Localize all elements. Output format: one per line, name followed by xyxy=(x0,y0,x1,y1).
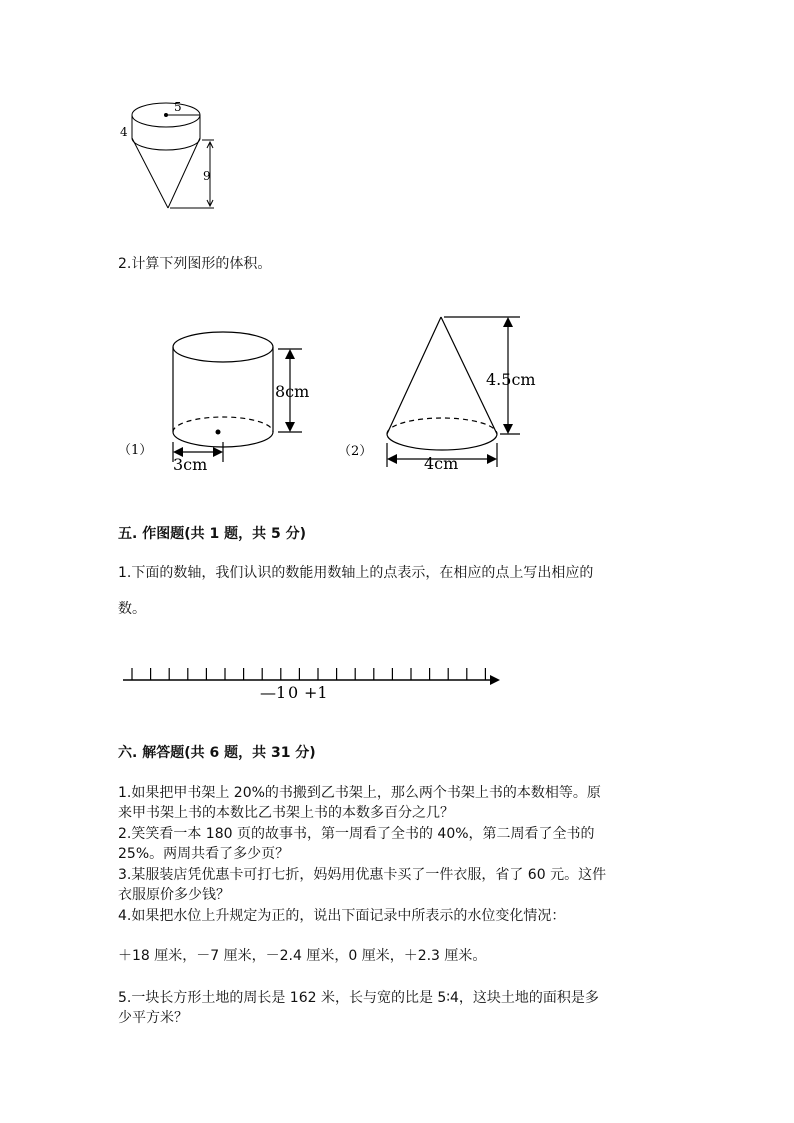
section-6-line-3: 2.笑笑看一本 180 页的故事书，第一周看了全书的 40%，第二周看了全书的 xyxy=(118,826,595,842)
axis-arrow xyxy=(490,675,500,685)
cone-left-side xyxy=(387,317,441,434)
cylinder-height-label: 8cm xyxy=(275,382,310,401)
section-6-line-7: 4.如果把水位上升规定为正的，说出下面记录中所表示的水位变化情况： xyxy=(118,908,566,924)
section-6-line-4: 25%。两周共看了多少页？ xyxy=(118,846,290,862)
section-6-line-1: 1.如果把甲书架上 20%的书搬到乙书架上，那么两个书架上书的本数相等。原 xyxy=(118,785,601,801)
number-line xyxy=(118,655,508,705)
cone-figure xyxy=(338,305,548,475)
q2-prompt: 2.计算下列图形的体积。 xyxy=(118,256,272,272)
cone-height-label: 4.5cm xyxy=(486,370,536,389)
center-dot xyxy=(164,113,168,117)
section-6-line-5: 3.某服装店凭优惠卡可打七折，妈妈用优惠卡买了一件衣服，省了 60 元。这件 xyxy=(118,867,607,883)
cylinder-radius-label: 3cm xyxy=(173,455,208,474)
section-5-heading: 五. 作图题(共 1 题，共 5 分) xyxy=(118,526,306,542)
cylinder-height-label: 4 xyxy=(120,125,128,139)
figure-1-tag: （1） xyxy=(118,443,153,458)
axis-label-minus-one: —1 xyxy=(260,683,287,702)
section-5-q1-line2: 数。 xyxy=(118,601,146,617)
cone-diameter-label: 4cm xyxy=(424,454,459,473)
radius-label: 5 xyxy=(174,100,182,114)
axis-label-plus-one: +1 xyxy=(304,683,328,702)
section-6-q4-values: ＋18 厘米，－7 厘米，－2.4 厘米，0 厘米，＋2.3 厘米。 xyxy=(118,948,487,964)
cylinder-figure xyxy=(118,325,328,475)
section-6-q5-line2: 少平方米？ xyxy=(118,1010,188,1026)
cylinder-cone-figure xyxy=(110,90,230,220)
section-6-line-2: 来甲书架上书的本数比乙书架上书的本数多百分之几？ xyxy=(118,805,454,821)
section-5-q1-line1: 1.下面的数轴，我们认识的数能用数轴上的点表示，在相应的点上写出相应的 xyxy=(118,565,594,581)
section-6-heading: 六. 解答题(共 6 题，共 31 分) xyxy=(118,745,316,761)
axis-label-zero: 0 xyxy=(288,683,299,702)
cone-height-label: 9 xyxy=(203,169,211,183)
figure-2-tag: （2） xyxy=(338,444,373,459)
section-6-line-6: 衣服原价多少钱？ xyxy=(118,887,230,903)
cylinder-top xyxy=(173,332,273,362)
section-6-q5-line1: 5.一块长方形土地的周长是 162 米，长与宽的比是 5∶4，这块土地的面积是多 xyxy=(118,990,599,1006)
